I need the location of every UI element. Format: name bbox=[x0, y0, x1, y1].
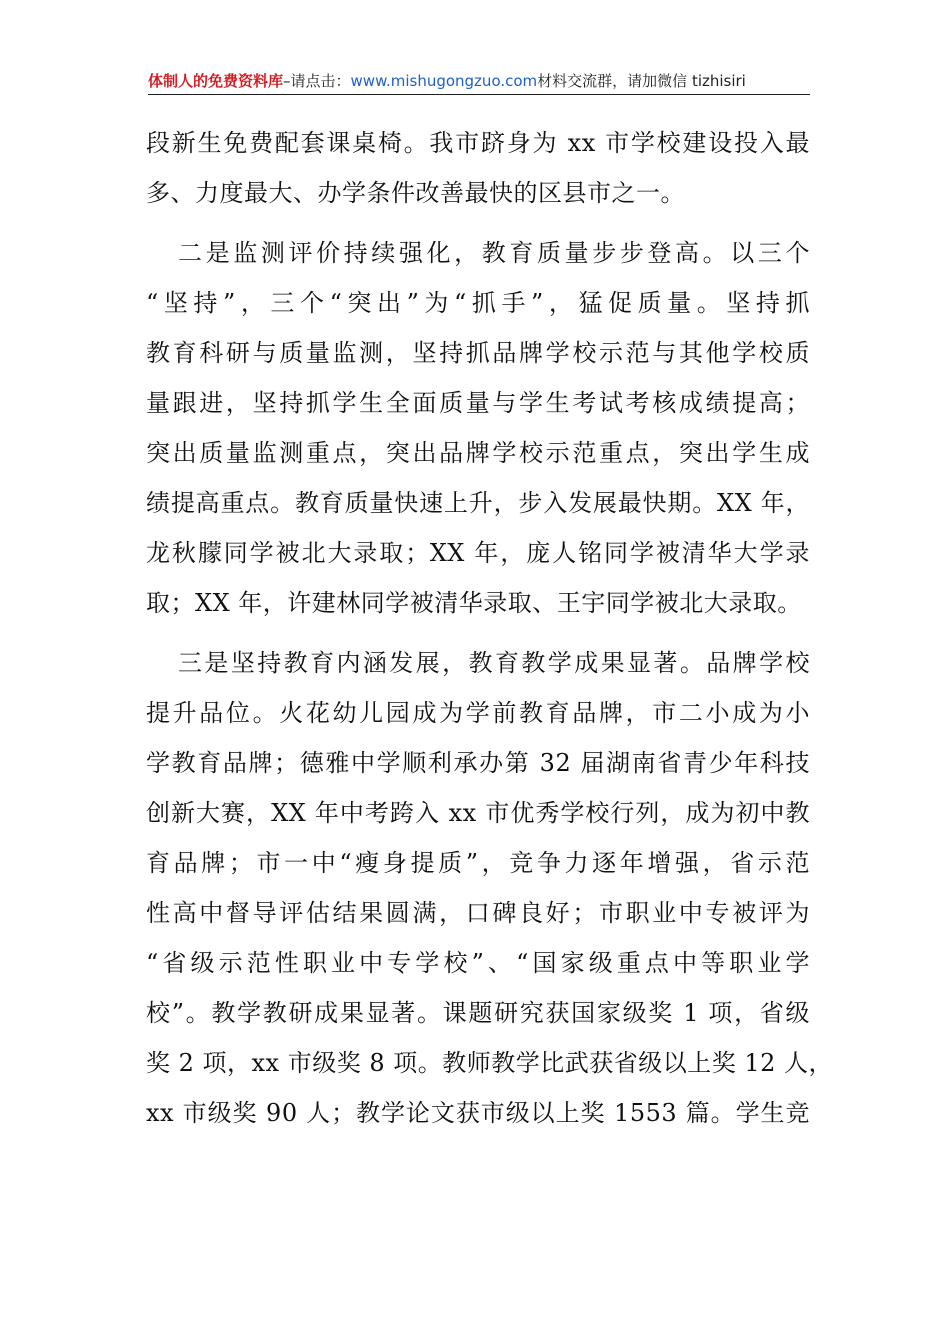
header-url-link[interactable]: www.mishugongzuo.com bbox=[350, 72, 538, 90]
text-line: 二是监测评价持续强化，教育质量步步登高。以三个 bbox=[178, 239, 810, 267]
text-line: 性高中督导评估结果圆满，口碑良好；市职业中专被评为 bbox=[146, 899, 810, 927]
text-line: 三是坚持教育内涵发展，教育教学成果显著。品牌学校 bbox=[178, 649, 810, 677]
document-body bbox=[146, 118, 834, 1138]
text-line: 突出质量监测重点，突出品牌学校示范重点，突出学生成 bbox=[146, 439, 810, 467]
text-line: “省级示范性职业中专学校”、“国家级重点中等职业学 bbox=[146, 949, 810, 977]
text-line: 绩提高重点。教育质量快速上升，步入发展最快期。XX 年， bbox=[146, 489, 810, 517]
paragraph bbox=[146, 118, 810, 218]
text-line: 取；XX 年，许建林同学被清华录取、王宇同学被北大录取。 bbox=[146, 589, 802, 617]
page-header bbox=[148, 68, 810, 95]
text-line: 创新大赛，XX 年中考跨入 xx 市优秀学校行列，成为初中教 bbox=[146, 799, 810, 827]
paragraph bbox=[146, 228, 810, 628]
header-prompt: –请点击： bbox=[283, 72, 351, 90]
text-line: 育品牌；市一中“瘦身提质”，竞争力逐年增强，省示范 bbox=[146, 849, 810, 877]
text-line: 多、力度最大、办学条件改善最快的区县市之一。 bbox=[146, 179, 685, 207]
text-line: 教育科研与质量监测，坚持抓品牌学校示范与其他学校质 bbox=[146, 339, 810, 367]
text-line: “坚持”，三个“突出”为“抓手”，猛促质量。坚持抓 bbox=[146, 289, 810, 317]
paragraph bbox=[146, 638, 834, 1138]
text-line: 量跟进，坚持抓学生全面质量与学生考试考核成绩提高； bbox=[146, 389, 810, 417]
text-line: 龙秋朦同学被北大录取；XX 年，庞人铭同学被清华大学录 bbox=[146, 539, 810, 567]
header-brand: 体制人的免费资料库 bbox=[148, 72, 284, 90]
text-line: 段新生免费配套课桌椅。我市跻身为 xx 市学校建设投入最 bbox=[146, 129, 810, 157]
text-line: 提升品位。火花幼儿园成为学前教育品牌，市二小成为小 bbox=[146, 699, 810, 727]
text-line: 学教育品牌；德雅中学顺利承办第 32 届湖南省青少年科技 bbox=[146, 749, 810, 777]
text-line: 奖 2 项，xx 市级奖 8 项。教师教学比武获省级以上奖 12 人， bbox=[146, 1049, 834, 1077]
text-line: xx 市级奖 90 人；教学论文获市级以上奖 1553 篇。学生竞 bbox=[146, 1099, 810, 1127]
text-line: 校”。教学教研成果显著。课题研究获国家级奖 1 项，省级 bbox=[146, 999, 810, 1027]
header-contact: 材料交流群，请加微信 tizhisiri bbox=[537, 72, 746, 90]
